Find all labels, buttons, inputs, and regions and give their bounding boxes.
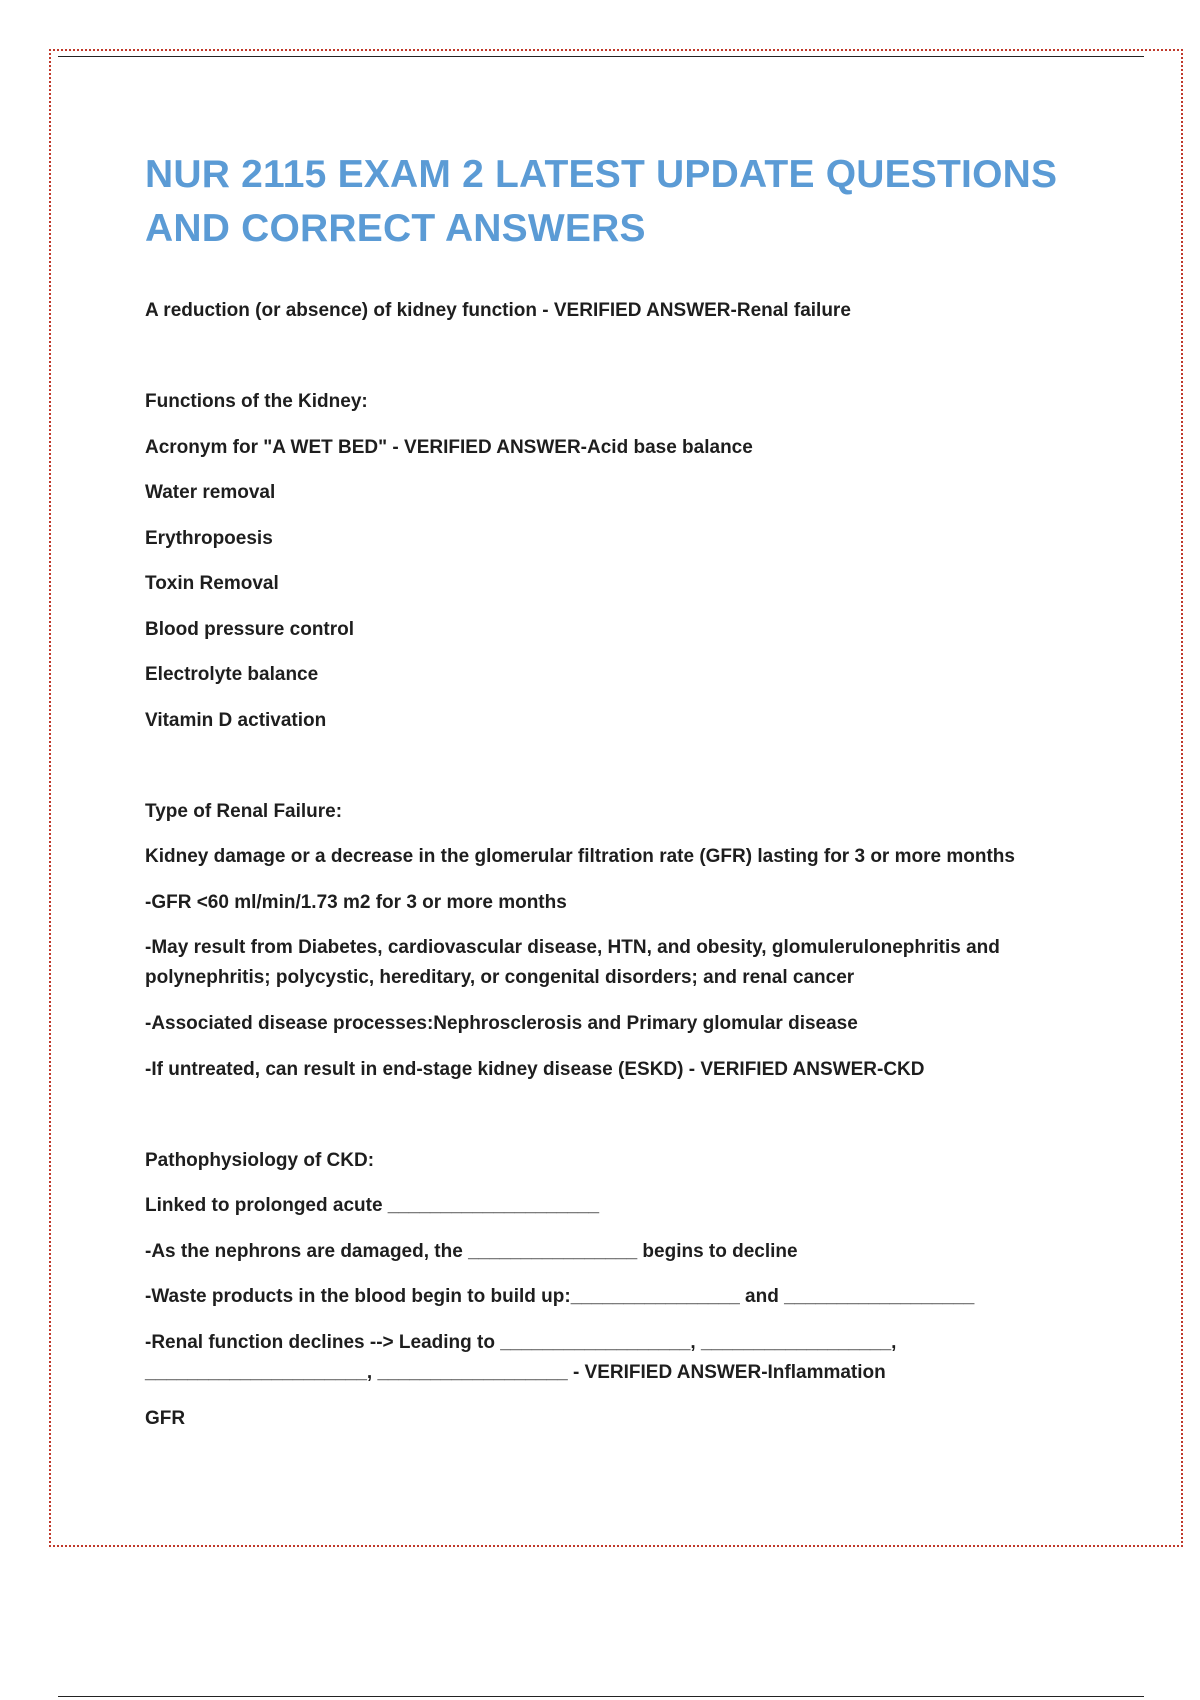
pathophysiology-fill-in: -Waste products in the blood begin to build up:________________ and __________________ (145, 1286, 975, 1307)
ckd-associated-processes: -Associated disease processes:Nephrosclerosis and Primary glomular disease (145, 1013, 858, 1034)
question-inflammation: -Renal function declines --> Leading to __________________, __________________, _____________________, __________________ - VERIFIED ANSWER-Inflammation (145, 1332, 897, 1383)
answer-item: Electrolyte balance (145, 664, 319, 685)
ckd-gfr-criteria: -GFR <60 ml/min/1.73 m2 for 3 or more months (145, 892, 567, 913)
gfr-label: GFR (145, 1408, 186, 1429)
answer-item: Vitamin D activation (145, 710, 327, 731)
answer-item: Toxin Removal (145, 573, 279, 594)
document-title: NUR 2115 EXAM 2 LATEST UPDATE QUESTIONS AND CORRECT ANSWERS (145, 153, 1058, 250)
pathophysiology-fill-in: Linked to prolonged acute ____________________ (145, 1195, 600, 1216)
header-rule (58, 56, 1144, 57)
answer-item: Water removal (145, 482, 276, 503)
ckd-causes: -May result from Diabetes, cardiovascular disease, HTN, and obesity, glomulerulonephritis and polynephritis; polycystic, hereditary, or congenital disorders; and renal cancer (145, 937, 1000, 988)
question-ckd: -If untreated, can result in end-stage kidney disease (ESKD) - VERIFIED ANSWER-CKD (145, 1059, 925, 1080)
heading-kidney-functions: Functions of the Kidney: (145, 391, 368, 412)
answer-item: Blood pressure control (145, 619, 355, 640)
question-renal-failure: A reduction (or absence) of kidney function - VERIFIED ANSWER-Renal failure (145, 300, 851, 321)
ckd-definition: Kidney damage or a decrease in the glomerular filtration rate (GFR) lasting for 3 or more months (145, 846, 1015, 867)
footer-rule (58, 1696, 1144, 1697)
answer-item: Erythropoesis (145, 528, 273, 549)
heading-ckd-pathophysiology: Pathophysiology of CKD: (145, 1150, 375, 1171)
question-a-wet-bed: Acronym for "A WET BED" - VERIFIED ANSWER-Acid base balance (145, 437, 753, 458)
pathophysiology-fill-in: -As the nephrons are damaged, the ________________ begins to decline (145, 1241, 798, 1262)
heading-renal-failure-type: Type of Renal Failure: (145, 801, 343, 822)
